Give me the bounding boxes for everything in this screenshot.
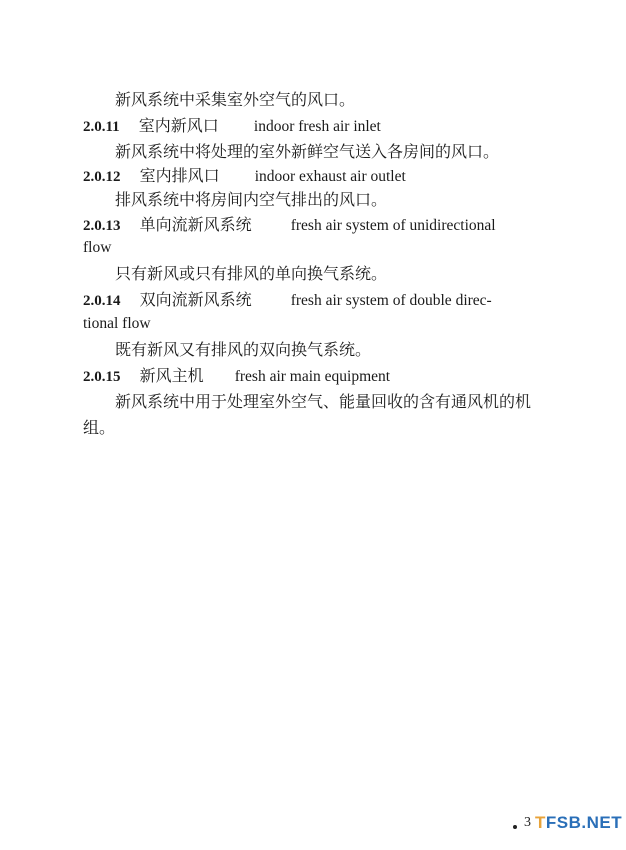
term-english: fresh air system of unidirectional (290, 217, 496, 234)
term-english-continuation: flow (83, 239, 112, 256)
term-english: indoor exhaust air outlet (254, 168, 406, 185)
term-entry-2-0-15 (83, 366, 390, 387)
term-chinese: 室内排风口 (139, 166, 220, 185)
term-english: fresh air system of double direc- (290, 292, 492, 309)
term-entry-2-0-12 (83, 166, 406, 187)
page-number: 3 (524, 815, 531, 830)
term-english: indoor fresh air inlet (253, 118, 381, 135)
term-number: 2.0.15 (83, 369, 121, 385)
term-chinese: 新风主机 (139, 366, 204, 385)
term-entry-2-0-11 (83, 116, 381, 137)
watermark-logo (535, 813, 622, 833)
term-entry-2-0-13 (83, 215, 496, 236)
watermark-rest: FSB.NET (545, 813, 623, 832)
term-english: fresh air main equipment (234, 368, 391, 385)
bullet-dot (513, 825, 517, 829)
term-chinese: 双向流新风系统 (139, 290, 252, 309)
term-chinese: 单向流新风系统 (139, 215, 252, 234)
definition-text-continuation: 组。 (83, 418, 116, 437)
term-entry-2-0-14 (83, 290, 492, 311)
term-number: 2.0.13 (83, 218, 121, 234)
definition-text: 排风系统中将房间内空气排出的风口。 (115, 190, 388, 209)
definition-text: 新风系统中将处理的室外新鲜空气送入各房间的风口。 (115, 142, 500, 161)
term-number: 2.0.12 (83, 169, 121, 185)
term-number: 2.0.14 (83, 293, 121, 309)
term-english-continuation: tional flow (83, 315, 151, 332)
term-chinese: 室内新风口 (138, 116, 219, 135)
definition-text: 既有新风又有排风的双向换气系统。 (115, 340, 372, 359)
term-number: 2.0.11 (83, 119, 120, 135)
definition-text: 新风系统中采集室外空气的风口。 (115, 90, 356, 109)
watermark-t: T (535, 813, 546, 832)
definition-text: 新风系统中用于处理室外空气、能量回收的含有通风机的机 (115, 392, 532, 411)
definition-text: 只有新风或只有排风的单向换气系统。 (115, 264, 388, 283)
